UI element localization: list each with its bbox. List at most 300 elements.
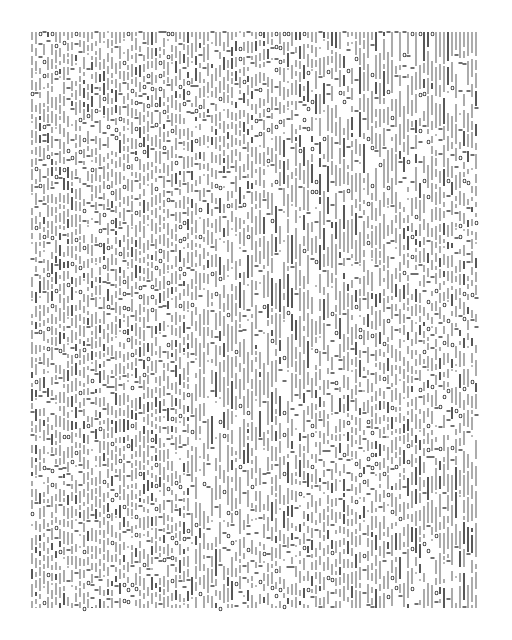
glyph-loop bbox=[311, 424, 314, 428]
glyph-dot bbox=[279, 250, 280, 251]
glyph-loop bbox=[179, 267, 182, 271]
glyph-loop bbox=[55, 175, 58, 179]
glyph-loop bbox=[183, 537, 186, 541]
glyph-dot bbox=[419, 579, 420, 580]
glyph-loop bbox=[307, 127, 310, 131]
glyph-dot bbox=[131, 374, 132, 375]
glyph-loop bbox=[435, 289, 438, 293]
glyph-dot bbox=[239, 31, 240, 32]
glyph-dot bbox=[211, 520, 212, 521]
glyph-loop bbox=[247, 411, 250, 415]
glyph-dot bbox=[91, 218, 92, 219]
glyph-dot bbox=[459, 495, 460, 496]
glyph-dot bbox=[43, 250, 44, 251]
glyph-loop bbox=[407, 460, 410, 464]
glyph-loop bbox=[147, 357, 150, 361]
glyph-loop bbox=[407, 444, 410, 448]
glyph-dot bbox=[55, 127, 56, 128]
glyph-dot bbox=[167, 39, 168, 40]
glyph-loop bbox=[99, 243, 102, 247]
glyph-dot bbox=[271, 138, 272, 139]
glyph-loop bbox=[171, 417, 174, 421]
glyph-loop bbox=[71, 460, 74, 464]
glyph-loop bbox=[355, 500, 358, 504]
glyph-loop bbox=[51, 469, 54, 473]
glyph-loop bbox=[139, 286, 142, 290]
glyph-dot bbox=[359, 264, 360, 265]
glyph-loop bbox=[367, 457, 370, 461]
glyph-loop bbox=[107, 185, 110, 189]
glyph-loop bbox=[367, 241, 370, 245]
glyph-loop bbox=[159, 259, 162, 263]
glyph-dot bbox=[443, 246, 444, 247]
glyph-dot bbox=[31, 299, 32, 300]
glyph-dot bbox=[295, 428, 296, 429]
glyph-dot bbox=[387, 436, 388, 437]
glyph-loop bbox=[111, 498, 114, 502]
glyph-loop bbox=[335, 381, 338, 385]
glyph-loop bbox=[139, 143, 142, 147]
glyph-loop bbox=[355, 57, 358, 61]
glyph-loop bbox=[135, 515, 138, 519]
glyph-loop bbox=[367, 202, 370, 206]
glyph-dot bbox=[255, 585, 256, 586]
glyph-loop bbox=[123, 505, 126, 509]
glyph-loop bbox=[47, 155, 50, 159]
glyph-loop bbox=[151, 308, 154, 312]
glyph-dot bbox=[183, 148, 184, 149]
glyph-dot bbox=[367, 510, 368, 511]
glyph-dot bbox=[183, 247, 184, 248]
glyph-loop bbox=[279, 46, 282, 50]
glyph-dot bbox=[91, 362, 92, 363]
glyph-loop bbox=[451, 343, 454, 347]
glyph-loop bbox=[227, 511, 230, 515]
glyph-dot bbox=[115, 336, 116, 337]
glyph-loop bbox=[103, 213, 106, 217]
glyph-dot bbox=[115, 516, 116, 517]
glyph-loop bbox=[459, 156, 462, 160]
glyph-loop bbox=[275, 180, 278, 184]
glyph-dot bbox=[127, 380, 128, 381]
glyph-dot bbox=[447, 300, 448, 301]
glyph-loop bbox=[243, 203, 246, 207]
glyph-loop bbox=[387, 319, 390, 323]
glyph-dot bbox=[63, 557, 64, 558]
glyph-loop bbox=[79, 266, 82, 270]
glyph-loop bbox=[195, 139, 198, 143]
glyph-loop bbox=[391, 510, 394, 514]
glyph-loop bbox=[247, 235, 250, 239]
glyph-dot bbox=[179, 458, 180, 459]
glyph-loop bbox=[247, 548, 250, 552]
glyph-dot bbox=[351, 370, 352, 371]
glyph-loop bbox=[235, 350, 238, 354]
glyph-dot bbox=[183, 353, 184, 354]
glyph-loop bbox=[427, 327, 430, 331]
glyph-dot bbox=[159, 332, 160, 333]
glyph-dot bbox=[75, 465, 76, 466]
glyph-loop bbox=[83, 348, 86, 352]
glyph-dot bbox=[319, 336, 320, 337]
glyph-loop bbox=[419, 32, 422, 36]
glyph-loop bbox=[271, 339, 274, 343]
glyph-loop bbox=[187, 393, 190, 397]
glyph-loop bbox=[115, 493, 118, 497]
glyph-loop bbox=[99, 229, 102, 233]
glyph-loop bbox=[347, 421, 350, 425]
glyph-loop bbox=[367, 420, 370, 424]
glyph-loop bbox=[155, 463, 158, 467]
glyph-dot bbox=[75, 63, 76, 64]
glyph-loop bbox=[47, 327, 50, 331]
glyph-loop bbox=[219, 97, 222, 101]
glyph-dot bbox=[203, 174, 204, 175]
glyph-dot bbox=[455, 576, 456, 577]
glyph-loop bbox=[75, 32, 78, 36]
glyph-loop bbox=[355, 305, 358, 309]
glyph-loop bbox=[427, 195, 430, 199]
glyph-loop bbox=[155, 103, 158, 107]
glyph-loop bbox=[179, 85, 182, 89]
glyph-loop bbox=[151, 285, 154, 289]
glyph-loop bbox=[131, 424, 134, 428]
glyph-loop bbox=[267, 108, 270, 112]
glyph-loop bbox=[451, 446, 454, 450]
glyph-loop bbox=[275, 68, 278, 72]
glyph-loop bbox=[87, 424, 90, 428]
glyph-loop bbox=[43, 74, 46, 78]
glyph-dot bbox=[55, 402, 56, 403]
glyph-loop bbox=[263, 552, 266, 556]
glyph-dot bbox=[35, 476, 36, 477]
glyph-dot bbox=[259, 145, 260, 146]
glyph-loop bbox=[347, 189, 350, 193]
glyph-loop bbox=[55, 44, 58, 48]
glyph-dot bbox=[231, 267, 232, 268]
glyph-dot bbox=[107, 31, 108, 32]
glyph-dot bbox=[431, 539, 432, 540]
glyph-loop bbox=[175, 541, 178, 545]
glyph-dot bbox=[103, 116, 104, 117]
glyph-loop bbox=[311, 147, 314, 151]
glyph-loop bbox=[79, 391, 82, 395]
glyph-loop bbox=[67, 149, 70, 153]
glyph-loop bbox=[111, 220, 114, 224]
glyph-loop bbox=[199, 592, 202, 596]
glyph-loop bbox=[463, 292, 466, 296]
glyph-dot bbox=[227, 275, 228, 276]
glyph-loop bbox=[151, 438, 154, 442]
glyph-dot bbox=[219, 397, 220, 398]
glyph-loop bbox=[119, 459, 122, 463]
glyph-loop bbox=[163, 558, 166, 562]
glyph-dot bbox=[35, 398, 36, 399]
glyph-loop bbox=[423, 542, 426, 546]
glyph-loop bbox=[115, 128, 118, 132]
glyph-dot bbox=[403, 340, 404, 341]
glyph-loop bbox=[459, 235, 462, 239]
glyph-loop bbox=[203, 482, 206, 486]
glyph-loop bbox=[411, 32, 414, 36]
glyph-dot bbox=[75, 291, 76, 292]
glyph-loop bbox=[411, 235, 414, 239]
glyph-dot bbox=[387, 504, 388, 505]
glyph-loop bbox=[307, 107, 310, 111]
glyph-dot bbox=[363, 390, 364, 391]
glyph-dot bbox=[323, 39, 324, 40]
glyph-loop bbox=[431, 32, 434, 36]
glyph-dot bbox=[39, 436, 40, 437]
glyph-loop bbox=[123, 185, 126, 189]
glyph-loop bbox=[223, 490, 226, 494]
glyph-loop bbox=[283, 411, 286, 415]
glyph-loop bbox=[219, 420, 222, 424]
glyph-loop bbox=[151, 295, 154, 299]
glyph-dot bbox=[291, 204, 292, 205]
glyph-loop bbox=[215, 292, 218, 296]
glyph-dot bbox=[183, 473, 184, 474]
glyph-dot bbox=[235, 540, 236, 541]
glyph-loop bbox=[303, 32, 306, 36]
glyph-loop bbox=[383, 472, 386, 476]
glyph-loop bbox=[103, 265, 106, 269]
glyph-dot bbox=[187, 310, 188, 311]
glyph-loop bbox=[103, 97, 106, 101]
glyph-dot bbox=[207, 360, 208, 361]
glyph-dot bbox=[123, 39, 124, 40]
glyph-loop bbox=[363, 554, 366, 558]
glyph-loop bbox=[91, 379, 94, 383]
glyph-loop bbox=[123, 583, 126, 587]
glyph-loop bbox=[419, 93, 422, 97]
glyph-loop bbox=[35, 167, 38, 171]
glyph-loop bbox=[451, 86, 454, 90]
glyph-loop bbox=[307, 588, 310, 592]
glyph-dot bbox=[47, 371, 48, 372]
glyph-dot bbox=[131, 227, 132, 228]
glyph-dot bbox=[219, 238, 220, 239]
glyph-loop bbox=[135, 211, 138, 215]
glyph-loop bbox=[283, 605, 286, 609]
glyph-dot bbox=[263, 561, 264, 562]
glyph-dot bbox=[315, 118, 316, 119]
glyph-dot bbox=[387, 206, 388, 207]
glyph-loop bbox=[167, 487, 170, 491]
glyph-dot bbox=[127, 267, 128, 268]
glyph-loop bbox=[459, 224, 462, 228]
glyph-dot bbox=[323, 492, 324, 493]
glyph-dot bbox=[475, 242, 476, 243]
glyph-dot bbox=[451, 369, 452, 370]
glyph-loop bbox=[183, 272, 186, 276]
glyph-loop bbox=[55, 289, 58, 293]
glyph-dot bbox=[231, 228, 232, 229]
glyph-dot bbox=[339, 480, 340, 481]
glyph-loop bbox=[447, 389, 450, 393]
glyph-dot bbox=[243, 595, 244, 596]
glyph-loop bbox=[199, 208, 202, 212]
glyph-loop bbox=[411, 587, 414, 591]
glyph-dot bbox=[223, 186, 224, 187]
glyph-dot bbox=[263, 332, 264, 333]
glyph-loop bbox=[163, 146, 166, 150]
glyph-loop bbox=[175, 481, 178, 485]
glyph-dot bbox=[79, 546, 80, 547]
glyph-loop bbox=[147, 74, 150, 78]
glyph-dot bbox=[43, 586, 44, 587]
glyph-dot bbox=[183, 603, 184, 604]
glyph-loop bbox=[67, 435, 70, 439]
glyph-loop bbox=[219, 186, 222, 190]
glyph-loop bbox=[239, 404, 242, 408]
glyph-loop bbox=[303, 118, 306, 122]
glyph-loop bbox=[287, 311, 290, 315]
glyph-loop bbox=[159, 249, 162, 253]
glyph-dot bbox=[235, 234, 236, 235]
glyph-dot bbox=[287, 370, 288, 371]
glyph-loop bbox=[75, 451, 78, 455]
glyph-loop bbox=[331, 312, 334, 316]
glyph-dot bbox=[299, 216, 300, 217]
glyph-loop bbox=[271, 586, 274, 590]
glyph-dot bbox=[67, 566, 68, 567]
glyph-loop bbox=[43, 125, 46, 129]
glyph-loop bbox=[43, 601, 46, 605]
glyph-loop bbox=[287, 32, 290, 36]
glyph-dot bbox=[71, 585, 72, 586]
glyph-loop bbox=[123, 61, 126, 65]
glyph-dot bbox=[43, 482, 44, 483]
glyph-loop bbox=[131, 386, 134, 390]
glyph-loop bbox=[55, 71, 58, 75]
glyph-dot bbox=[211, 42, 212, 43]
glyph-loop bbox=[459, 414, 462, 418]
glyph-loop bbox=[55, 526, 58, 530]
glyph-loop bbox=[371, 466, 374, 470]
glyph-loop bbox=[111, 442, 114, 446]
glyph-dot bbox=[447, 91, 448, 92]
glyph-dot bbox=[283, 320, 284, 321]
glyph-loop bbox=[75, 354, 78, 358]
glyph-dot bbox=[147, 184, 148, 185]
glyph-loop bbox=[139, 295, 142, 299]
glyph-loop bbox=[439, 447, 442, 451]
glyph-loop bbox=[467, 181, 470, 185]
glyph-loop bbox=[387, 186, 390, 190]
glyph-loop bbox=[383, 342, 386, 346]
glyph-loop bbox=[171, 579, 174, 583]
glyph-dot bbox=[359, 162, 360, 163]
glyph-loop bbox=[63, 41, 66, 45]
glyph-loop bbox=[411, 547, 414, 551]
glyph-loop bbox=[171, 32, 174, 36]
glyph-dot bbox=[223, 109, 224, 110]
glyph-loop bbox=[87, 581, 90, 585]
glyph-loop bbox=[123, 599, 126, 603]
glyph-dot bbox=[31, 121, 32, 122]
glyph-loop bbox=[443, 395, 446, 399]
glyph-loop bbox=[195, 109, 198, 113]
glyph-loop bbox=[359, 328, 362, 332]
glyph-dot bbox=[295, 545, 296, 546]
glyph-loop bbox=[275, 594, 278, 598]
glyph-dot bbox=[179, 421, 180, 422]
glyph-loop bbox=[127, 444, 130, 448]
glyph-loop bbox=[435, 534, 438, 538]
glyph-loop bbox=[343, 453, 346, 457]
glyph-loop bbox=[427, 448, 430, 452]
glyph-loop bbox=[123, 292, 126, 296]
glyph-loop bbox=[327, 70, 330, 74]
glyph-dot bbox=[435, 134, 436, 135]
glyph-loop bbox=[279, 60, 282, 64]
glyph-loop bbox=[123, 330, 126, 334]
glyph-loop bbox=[355, 462, 358, 466]
glyph-dot bbox=[311, 348, 312, 349]
glyph-dot bbox=[131, 517, 132, 518]
glyph-loop bbox=[71, 262, 74, 266]
glyph-loop bbox=[159, 61, 162, 65]
glyph-dot bbox=[295, 555, 296, 556]
glyph-dot bbox=[71, 410, 72, 411]
glyph-dot bbox=[167, 325, 168, 326]
glyph-loop bbox=[39, 330, 42, 334]
glyph-loop bbox=[259, 580, 262, 584]
glyph-loop bbox=[211, 272, 214, 276]
glyph-loop bbox=[315, 180, 318, 184]
glyph-loop bbox=[95, 109, 98, 113]
glyph-loop bbox=[239, 465, 242, 469]
glyph-dot bbox=[195, 126, 196, 127]
glyph-dot bbox=[167, 271, 168, 272]
glyph-loop bbox=[471, 293, 474, 297]
glyph-dot bbox=[151, 528, 152, 529]
glyph-loop bbox=[331, 551, 334, 555]
glyph-loop bbox=[403, 53, 406, 57]
glyph-loop bbox=[83, 138, 86, 142]
glyph-loop bbox=[407, 160, 410, 164]
glyph-loop bbox=[155, 187, 158, 191]
glyph-loop bbox=[131, 89, 134, 93]
glyph-loop bbox=[123, 306, 126, 310]
glyph-loop bbox=[91, 168, 94, 172]
glyph-loop bbox=[275, 125, 278, 129]
glyph-loop bbox=[387, 90, 390, 94]
glyph-loop bbox=[275, 32, 278, 36]
glyph-loop bbox=[427, 300, 430, 304]
glyph-dot bbox=[191, 61, 192, 62]
glyph-loop bbox=[127, 32, 130, 36]
glyph-dot bbox=[251, 519, 252, 520]
glyph-loop bbox=[375, 462, 378, 466]
glyph-loop bbox=[251, 485, 254, 489]
glyph-loop bbox=[131, 583, 134, 587]
glyph-loop bbox=[131, 353, 134, 357]
glyph-dot bbox=[463, 229, 464, 230]
glyph-dot bbox=[199, 469, 200, 470]
glyph-loop bbox=[475, 221, 478, 225]
glyph-dot bbox=[31, 524, 32, 525]
glyph-loop bbox=[31, 512, 34, 516]
glyph-loop bbox=[423, 92, 426, 96]
glyph-loop bbox=[167, 55, 170, 59]
glyph-loop bbox=[219, 277, 222, 281]
glyph-dot bbox=[363, 520, 364, 521]
glyph-loop bbox=[371, 73, 374, 77]
glyph-loop bbox=[463, 179, 466, 183]
glyph-loop bbox=[463, 317, 466, 321]
